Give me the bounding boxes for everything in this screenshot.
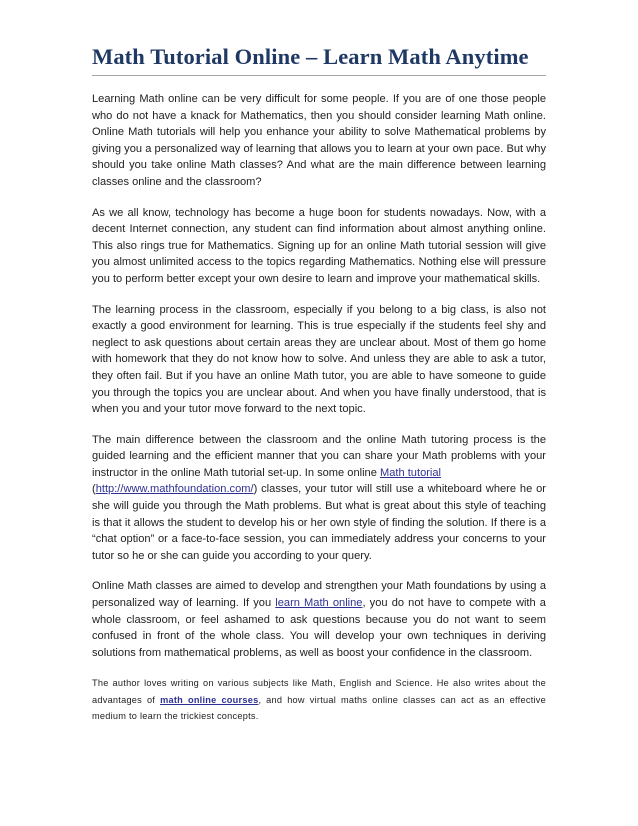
- math-online-courses-link[interactable]: math online courses: [160, 694, 259, 705]
- paragraph-5: [92, 578, 546, 661]
- math-tutorial-link[interactable]: Math tutorial: [379, 466, 442, 479]
- paragraph-1: Learning Math online can be very difficult for some people. If you are of one those people who do not have a knack for Mathematics, then you should consider learning Math online. Online Math tutorials will help you enhance your ability to solve Mathematical problems by giving you a personalized way of learning that allows you to learn at your own pace. But why should you take online Math classes? And what are the main difference between learning classes online and the classroom?: [92, 93, 546, 188]
- paragraph-4: [92, 432, 546, 565]
- paragraph-5-text-end: , you do not have to compete with a whole classroom, or feel ashamed to ask questions because you do not want to seem confused in front of the whole class. You will develop your own techniques in deriving solutions from mathematical problems, as well as boost your confidence in the classroom.: [92, 597, 546, 659]
- learn-math-online-link[interactable]: learn Math online: [275, 597, 363, 610]
- paragraph-2: As we all know, technology has become a huge boon for students nowadays. Now, with a decent Internet connection, any student can find information about almost anything online. This also rings true for Mathematics. Signing up for an online Math tutorial session will give you almost unlimited access to the topics regarding Mathematics. Nothing else will pressure you to perform better except your own desire to learn and improve your mathematical skills.: [92, 206, 546, 285]
- author-note-text-end: , and how virtual maths online classes can act as an effective medium to learn the trickiest concepts.: [92, 694, 546, 721]
- paragraph-4-text-end: ) classes, your tutor will still use a whiteboard where he or she will guide you through the Math problems. But what is great about this style of teaching is that it allows the student to develop his or her own style of finding the solution. If there is a “chat option” or a face-to-face session, you can immediately address your concerns to your tutor so he or she can guide you according to your query.: [92, 483, 546, 562]
- paragraph-4-text-start: The main difference between the classroom and the online Math tutoring process is the guided learning and the efficient manner that you can share your Math problems with your instructor in the online Math tutorial set-up. In some online: [92, 433, 546, 479]
- paragraph-5-text-start: Online Math classes are aimed to develop and strengthen your Math foundations by using a personalized way of learning. If you: [92, 580, 546, 610]
- author-note: [92, 675, 546, 724]
- mathfoundation-url-link[interactable]: http://www.mathfoundation.com/: [95, 483, 254, 496]
- author-note-text-start: The author loves writing on various subjects like Math, English and Science. He also writes about the advantages of: [92, 678, 546, 705]
- page-title: Math Tutorial Online – Learn Math Anytime: [92, 44, 546, 76]
- paragraph-4-paren-open: (: [92, 483, 96, 496]
- paragraph-3: The learning process in the classroom, especially if you belong to a big class, is also not exactly a good environment for learning. This is true especially if the students feel shy and neglect to ask questions about certain areas they are unclear about. Most of them go home with homework that they do not know how to solve. And unless they are able to ask a tutor, they often fail. But if you have an online Math tutor, you are able to have someone to guide you through the topics you are unclear about. And when you have finally understood, that is when you and your tutor move forward to the next topic.: [92, 303, 546, 416]
